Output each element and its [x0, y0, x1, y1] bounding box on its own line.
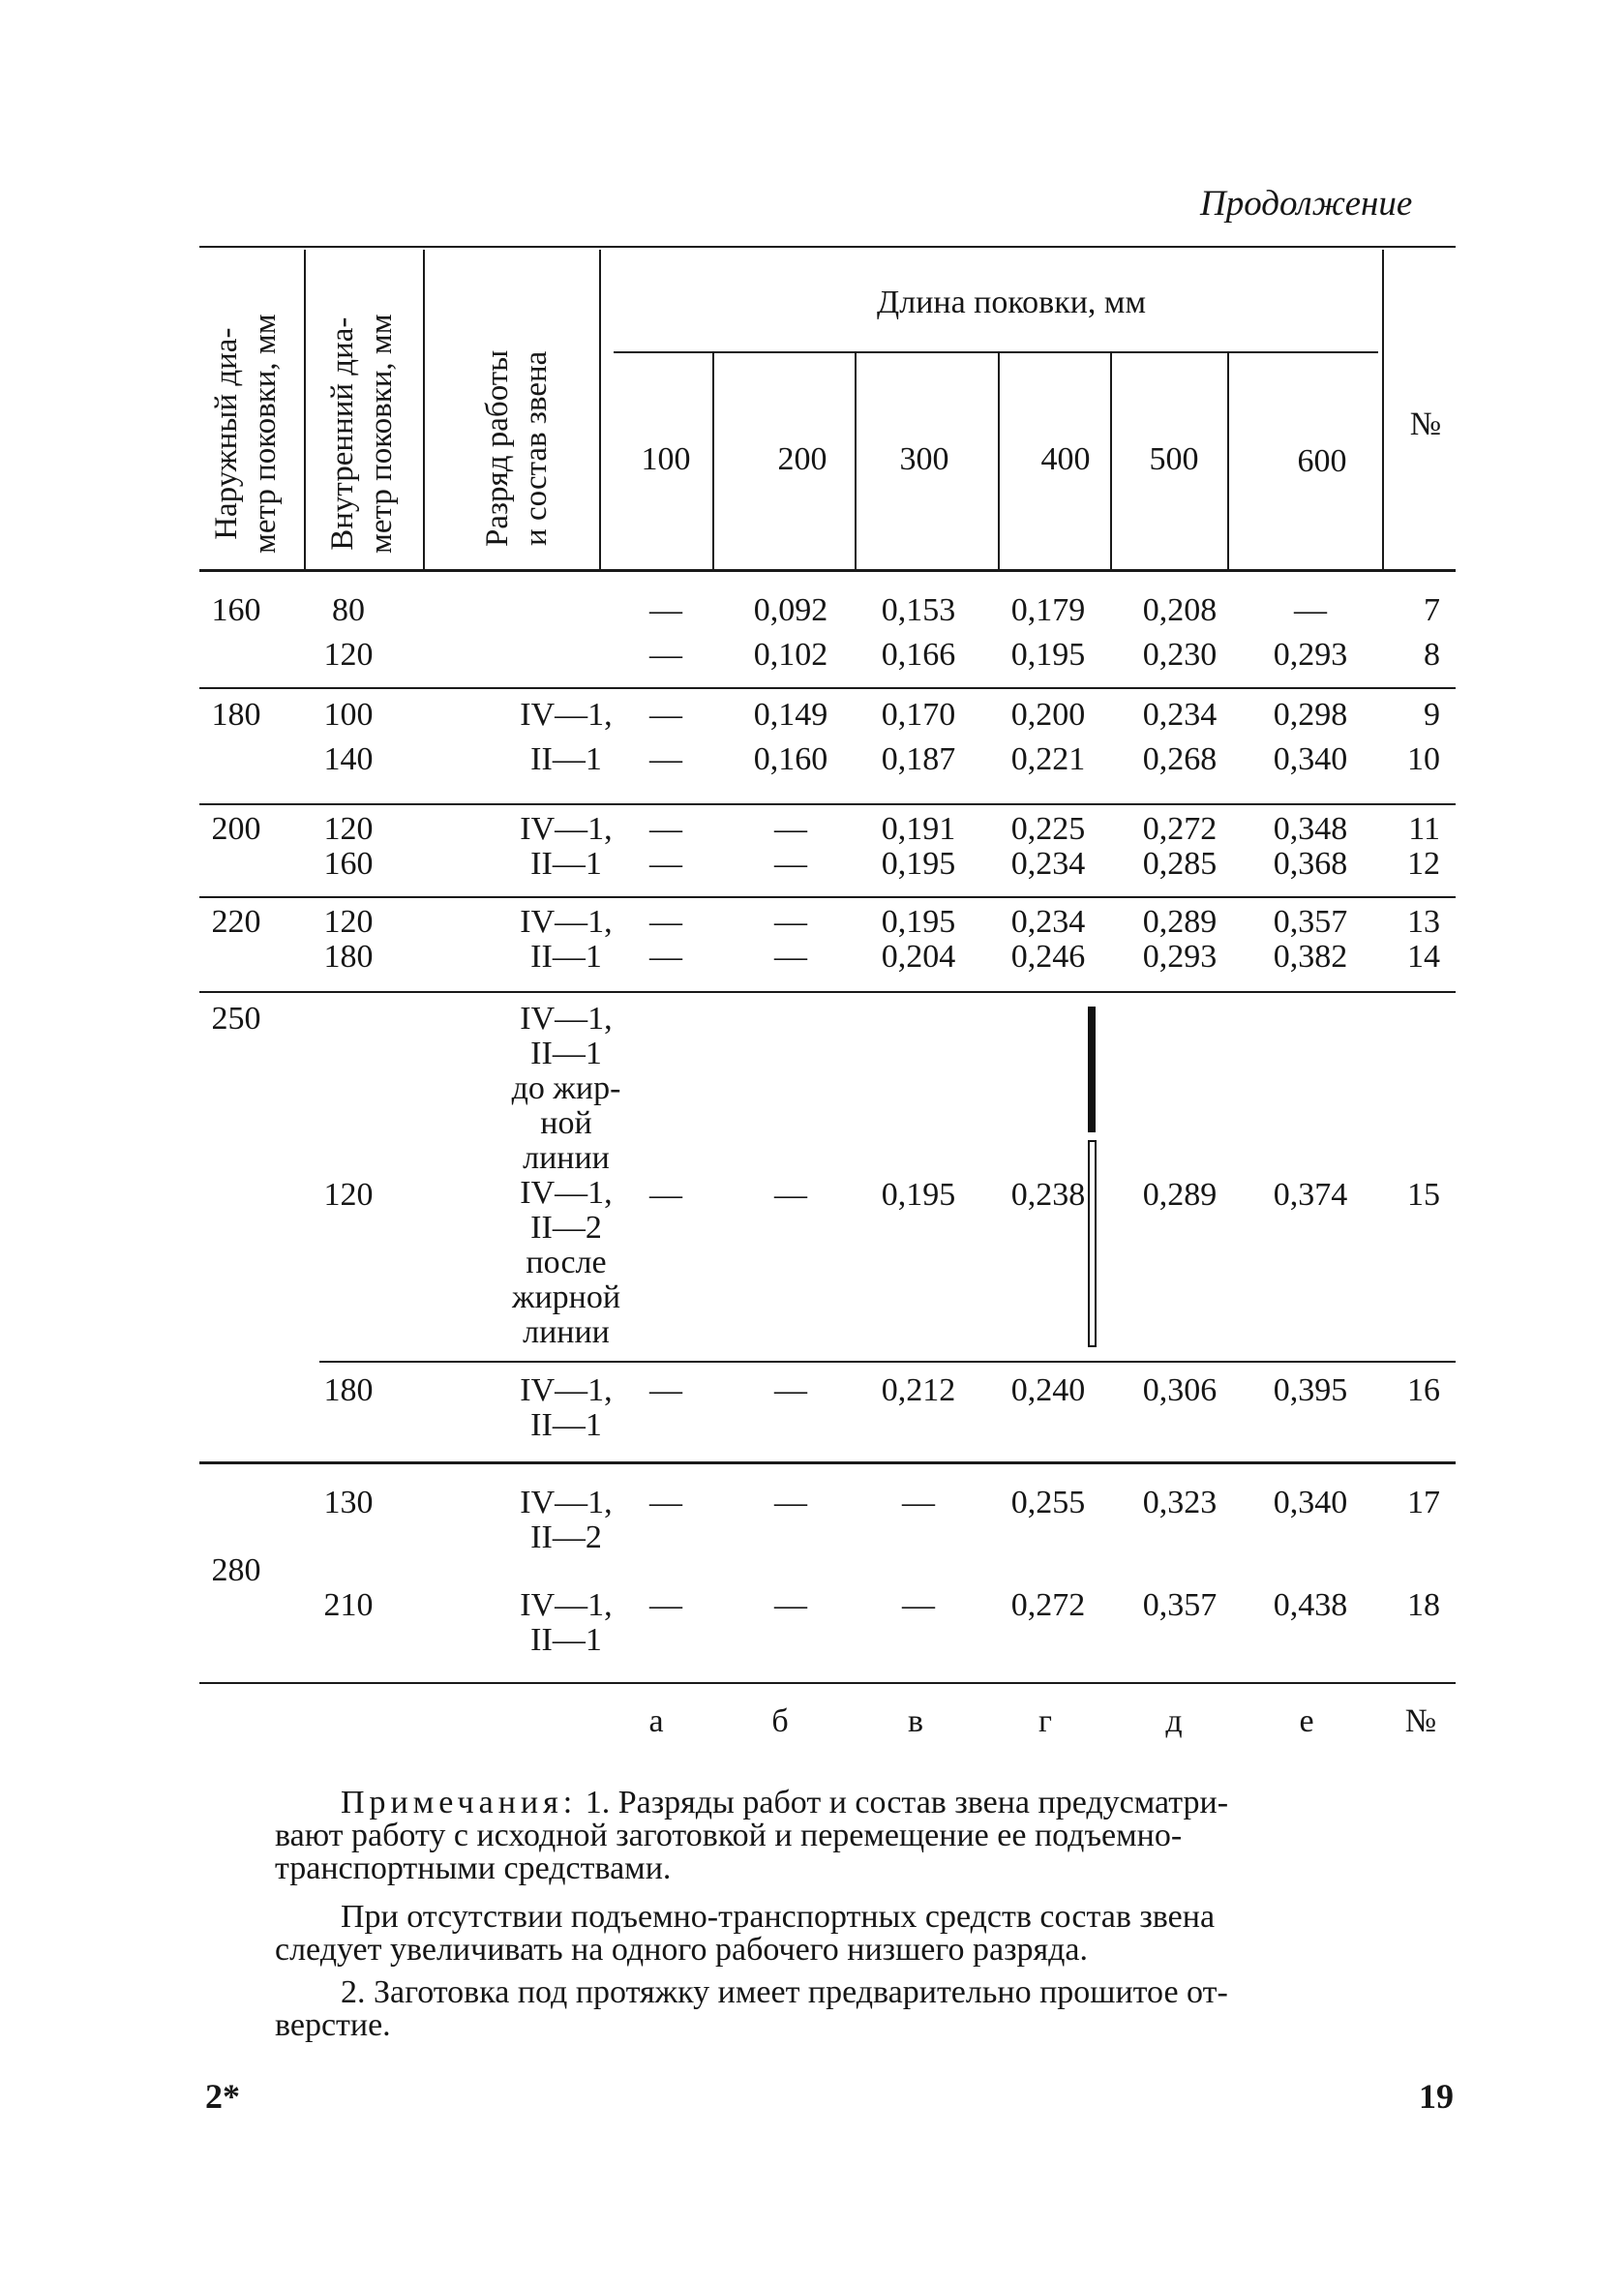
grade-cell: IV—1, [520, 1372, 613, 1408]
notes-lead: Примечания: [341, 1785, 578, 1820]
header-divider [423, 250, 425, 569]
value-cell: 0,298 [1273, 697, 1348, 733]
value-cell: — [649, 811, 682, 847]
grade-cell: IV—1, [520, 904, 613, 940]
length-col-200: 200 [777, 441, 827, 477]
header-bottom-border [199, 569, 1456, 572]
outer-diameter-cell: 180 [211, 697, 261, 733]
inner-diameter-cell: 160 [323, 846, 374, 882]
value-cell: — [649, 592, 682, 628]
value-cell: 0,268 [1142, 741, 1218, 777]
inner-diameter-cell: 120 [323, 1177, 374, 1213]
inner-diameter-cell: 80 [332, 592, 365, 628]
value-cell: 0,240 [1010, 1372, 1086, 1408]
col-label-e: е [1299, 1703, 1314, 1739]
value-cell: — [649, 637, 682, 673]
group-separator [199, 803, 1456, 805]
inner-diameter-cell: 180 [323, 939, 374, 975]
group-separator [199, 687, 1456, 689]
value-cell: 0,179 [1010, 592, 1086, 628]
value-cell: — [774, 1587, 807, 1623]
inner-diameter-cell: 140 [323, 741, 374, 777]
grade-cell: линии [523, 1314, 610, 1350]
value-cell: 0,102 [753, 637, 828, 673]
table-top-border [199, 246, 1456, 248]
value-cell: — [774, 1177, 807, 1213]
value-cell: 0,246 [1010, 939, 1086, 975]
value-cell: 0,187 [881, 741, 956, 777]
value-cell: 0,323 [1142, 1485, 1218, 1520]
row-number-cell: 15 [1407, 1177, 1440, 1213]
length-col-300: 300 [899, 441, 949, 477]
value-cell: 0,255 [1010, 1485, 1086, 1520]
notes-line: вают работу с исходной заготовкой и перемещение ее подъемно- [275, 1818, 1183, 1853]
grade-cell: IV—1, [520, 1485, 613, 1520]
value-cell: 0,395 [1273, 1372, 1348, 1408]
header-divider [1110, 353, 1112, 569]
col-label-v: в [907, 1703, 924, 1739]
value-cell: 0,204 [881, 939, 956, 975]
value-cell: 0,195 [881, 1177, 956, 1213]
signature-mark: 2* [205, 2077, 240, 2116]
row-number-cell: 18 [1407, 1587, 1440, 1623]
value-cell: 0,340 [1273, 741, 1348, 777]
length-col-100: 100 [641, 441, 691, 477]
value-cell: — [774, 1485, 807, 1520]
value-cell: — [774, 811, 807, 847]
value-cell: — [649, 846, 682, 882]
value-cell: 0,234 [1010, 846, 1086, 882]
value-cell: 0,221 [1010, 741, 1086, 777]
value-cell: 0,225 [1010, 811, 1086, 847]
grade-cell: линии [523, 1140, 610, 1176]
table-bottom-border [199, 1682, 1456, 1684]
value-cell: 0,191 [881, 811, 956, 847]
group-separator [199, 896, 1456, 898]
value-cell: 0,234 [1010, 904, 1086, 940]
notes-line: 2. Заготовка под протяжку имеет предварительно прошитое от- [341, 1974, 1228, 2010]
value-cell: 0,272 [1142, 811, 1218, 847]
value-cell: — [902, 1485, 935, 1520]
group-separator [199, 1461, 1456, 1464]
value-cell: 0,153 [881, 592, 956, 628]
inner-diameter-cell: 120 [323, 637, 374, 673]
value-cell: — [774, 939, 807, 975]
grade-cell: II—1 [530, 939, 602, 975]
value-cell: — [649, 1485, 682, 1520]
notes-line: транспортными средствами. [275, 1850, 672, 1886]
grade-cell: II—1 [530, 741, 602, 777]
group-separator [199, 991, 1456, 993]
grade-cell: жирной [511, 1279, 621, 1315]
inner-diameter-cell: 120 [323, 811, 374, 847]
value-cell: 0,149 [753, 697, 828, 733]
value-cell: 0,170 [881, 697, 956, 733]
continuation-label: Продолжение [1200, 184, 1413, 224]
row-number-cell: 9 [1424, 697, 1440, 733]
value-cell: — [1294, 592, 1327, 628]
row-number-cell: 11 [1408, 811, 1440, 847]
inner-diameter-cell: 210 [323, 1587, 374, 1623]
grade-header: Разряд работы и состав звена [480, 349, 554, 547]
length-col-400: 400 [1040, 441, 1091, 477]
value-cell: 0,212 [881, 1372, 956, 1408]
value-cell: — [649, 1177, 682, 1213]
col-label-d: д [1165, 1703, 1183, 1739]
outer-diameter-cell: 200 [211, 811, 261, 847]
value-cell: — [649, 904, 682, 940]
header-divider [1382, 250, 1384, 569]
value-cell: — [774, 1372, 807, 1408]
grade-cell: IV—1, [520, 1001, 613, 1037]
outer-diameter-cell: 250 [211, 1001, 261, 1037]
value-cell: 0,208 [1142, 592, 1218, 628]
value-cell: 0,195 [881, 904, 956, 940]
value-cell: 0,382 [1273, 939, 1348, 975]
header-divider [998, 353, 1000, 569]
bold-line-upper [1088, 1007, 1096, 1132]
outer-diameter-cell: 160 [211, 592, 261, 628]
grade-cell: II—1 [530, 1407, 602, 1443]
value-cell: 0,200 [1010, 697, 1086, 733]
outer-diameter-cell: 220 [211, 904, 261, 940]
grade-cell: II—1 [530, 1622, 602, 1658]
inner-diameter-cell: 120 [323, 904, 374, 940]
row-number-cell: 10 [1407, 741, 1440, 777]
grade-cell: II—2 [530, 1210, 602, 1246]
page-number: 19 [1419, 2077, 1454, 2116]
length-col-500: 500 [1149, 441, 1199, 477]
value-cell: 0,160 [753, 741, 828, 777]
header-divider [855, 353, 857, 569]
value-cell: 0,357 [1273, 904, 1348, 940]
length-subheader-line [614, 351, 1378, 353]
col-label-a: а [648, 1703, 664, 1739]
value-cell: — [649, 1372, 682, 1408]
value-cell: 0,293 [1273, 637, 1348, 673]
length-col-600: 600 [1297, 443, 1347, 479]
notes-line: Примечания: 1. Разряды работ и состав звена предусматри- [341, 1785, 1229, 1820]
notes-line: верстие. [275, 2007, 391, 2043]
value-cell: — [649, 1587, 682, 1623]
notes-line: При отсутствии подъемно-транспортных средств состав звена [341, 1899, 1216, 1935]
inner-diameter-cell: 130 [323, 1485, 374, 1520]
grade-cell: IV—1, [520, 1175, 613, 1211]
outer-diameter-header: Наружный диа- метр поковки, мм [209, 314, 283, 554]
value-cell: 0,306 [1142, 1372, 1218, 1408]
grade-cell: после [526, 1245, 607, 1280]
value-cell: 0,289 [1142, 1177, 1218, 1213]
value-cell: 0,374 [1273, 1177, 1348, 1213]
row-number-cell: 16 [1407, 1372, 1440, 1408]
length-header: Длина поковки, мм [877, 285, 1146, 320]
value-cell: — [774, 904, 807, 940]
value-cell: 0,438 [1273, 1587, 1348, 1623]
value-cell: — [902, 1587, 935, 1623]
header-divider [304, 250, 306, 569]
value-cell: 0,195 [1010, 637, 1086, 673]
grade-cell: IV—1, [520, 1587, 613, 1623]
header-divider [599, 250, 601, 569]
value-cell: 0,289 [1142, 904, 1218, 940]
grade-cell: II—1 [530, 1036, 602, 1071]
row-number-cell: 14 [1407, 939, 1440, 975]
inner-diameter-header: Внутренний диа- метр поковки, мм [325, 314, 399, 554]
inner-diameter-cell: 180 [323, 1372, 374, 1408]
grade-cell: II—2 [530, 1519, 602, 1555]
value-cell: 0,234 [1142, 697, 1218, 733]
value-cell: 0,230 [1142, 637, 1218, 673]
value-cell: — [649, 697, 682, 733]
value-cell: — [649, 939, 682, 975]
grade-cell: IV—1, [520, 811, 613, 847]
row-number-cell: 13 [1407, 904, 1440, 940]
value-cell: 0,285 [1142, 846, 1218, 882]
value-cell: 0,092 [753, 592, 828, 628]
header-divider [712, 353, 714, 569]
value-cell: 0,195 [881, 846, 956, 882]
bold-line-lower [1088, 1140, 1097, 1347]
value-cell: 0,166 [881, 637, 956, 673]
grade-cell: II—1 [530, 846, 602, 882]
col-label-no: № [1404, 1703, 1437, 1739]
grade-cell: ной [540, 1105, 592, 1141]
row-number-cell: 12 [1407, 846, 1440, 882]
notes-line: следует увеличивать на одного рабочего низшего разряда. [275, 1932, 1089, 1968]
row-number-cell: 7 [1424, 592, 1440, 628]
header-divider [1227, 353, 1229, 569]
group-separator [319, 1361, 1456, 1363]
col-label-b: б [771, 1703, 789, 1739]
inner-diameter-cell: 100 [323, 697, 374, 733]
outer-diameter-cell: 280 [211, 1552, 261, 1588]
value-cell: — [649, 741, 682, 777]
row-number-cell: 17 [1407, 1485, 1440, 1520]
value-cell: 0,348 [1273, 811, 1348, 847]
number-header: № [1409, 406, 1442, 442]
value-cell: 0,293 [1142, 939, 1218, 975]
col-label-g: г [1038, 1703, 1052, 1739]
row-number-cell: 8 [1424, 637, 1440, 673]
value-cell: 0,340 [1273, 1485, 1348, 1520]
value-cell: 0,357 [1142, 1587, 1218, 1623]
grade-cell: IV—1, [520, 697, 613, 733]
value-cell: 0,368 [1273, 846, 1348, 882]
value-cell: 0,272 [1010, 1587, 1086, 1623]
value-cell: 0,238 [1010, 1177, 1086, 1213]
grade-cell: до жир- [511, 1070, 621, 1106]
value-cell: — [774, 846, 807, 882]
